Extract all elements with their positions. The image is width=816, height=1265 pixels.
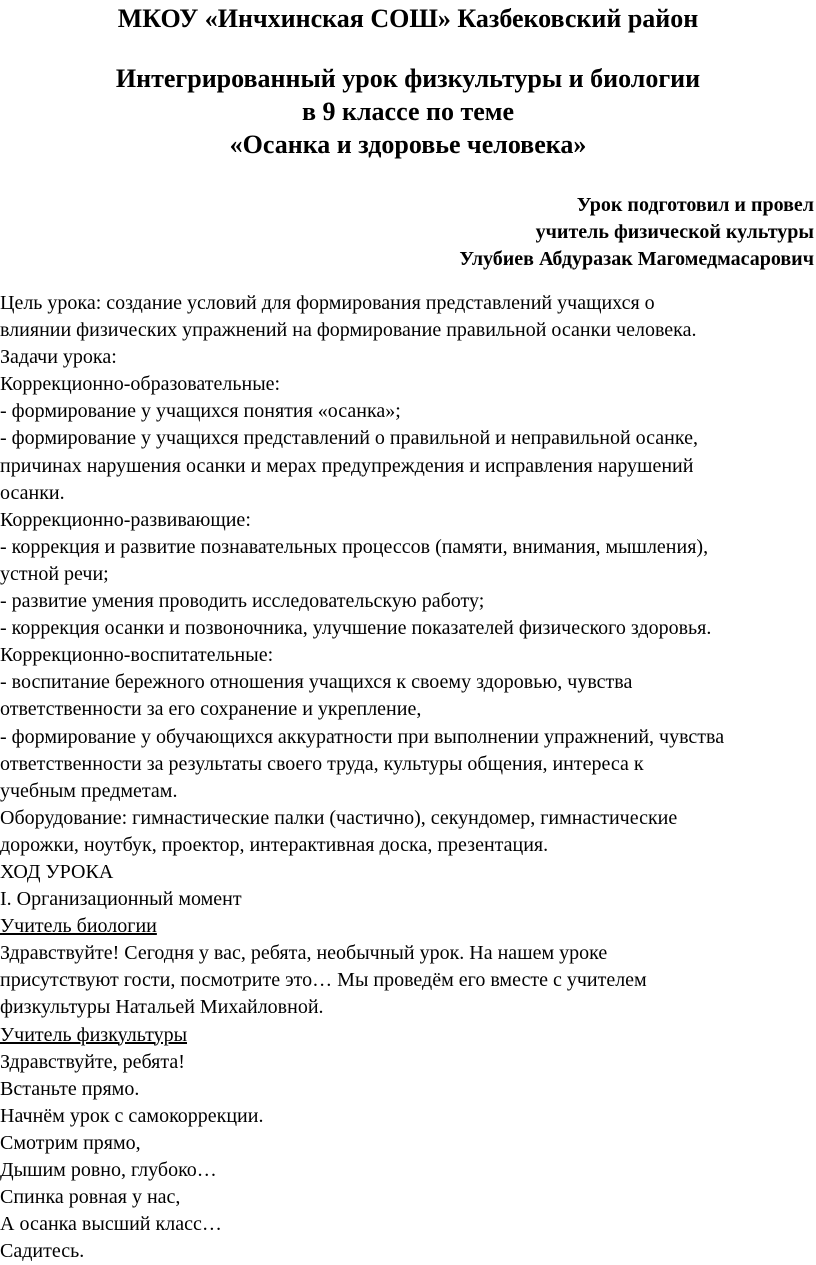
lesson-goal-line: влиянии физических упражнений на формирование правильной осанки человека. [0, 319, 697, 342]
task-line: учебным предметам. [0, 779, 178, 802]
speaker-biology-teacher: Учитель биологии [0, 915, 157, 938]
section-heading: Коррекционно-образовательные: [0, 373, 281, 396]
lesson-title [0, 62, 816, 161]
speech-line: Встаньте прямо. [0, 1077, 140, 1100]
author-info [459, 192, 814, 273]
section-heading: Коррекционно-развивающие: [0, 508, 251, 531]
task-line: - коррекция и развитие познавательных процессов (памяти, внимания, мышления), [0, 535, 709, 558]
author-line-2: учитель физической культуры [535, 221, 814, 243]
task-line: осанки. [0, 481, 65, 504]
speaker-pe-teacher: Учитель физкультуры [0, 1023, 188, 1046]
lesson-goal-line: Цель урока: создание условий для формирования представлений учащихся о [0, 292, 655, 314]
tasks-heading: Задачи урока: [0, 346, 117, 369]
stage-heading: I. Организационный момент [0, 888, 242, 911]
section-heading: Коррекционно-воспитательные: [0, 644, 274, 667]
school-header: МКОУ «Инчхинская СОШ» Казбековский район [117, 4, 699, 33]
speech-line: Смотрим прямо, [0, 1131, 141, 1154]
title-line-2: в 9 классе по теме [301, 97, 515, 126]
speech-line: Дышим ровно, глубоко… [0, 1159, 217, 1181]
speech-line: А осанка высший класс… [0, 1213, 222, 1236]
speech-line: Начнём урок с самокоррекции. [0, 1104, 264, 1127]
speech-line: Здравствуйте! Сегодня у вас, ребята, необычный урок. На нашем уроке [0, 942, 608, 965]
task-line: причинах нарушения осанки и мерах предупреждения и исправления нарушений [0, 454, 694, 477]
speech-line: Садитесь. [0, 1240, 85, 1263]
lesson-progress-heading: ХОД УРОКА [0, 860, 114, 883]
task-line: - развитие умения проводить исследовательскую работу; [0, 590, 485, 613]
task-line: - коррекция осанки и позвоночника, улучшение показателей физического здоровья. [0, 617, 712, 640]
author-line-3: Улубиев Абдуразак Магомедмасарович [459, 248, 814, 270]
task-line: - воспитание бережного отношения учащихся к своему здоровью, чувства [0, 671, 633, 694]
equipment-line: дорожки, ноутбук, проектор, интерактивная доска, презентация. [0, 833, 549, 856]
task-line: ответственности за его сохранение и укрепление, [0, 698, 422, 721]
equipment-line: Оборудование: гимнастические палки (частично), секундомер, гимнастические [0, 806, 678, 829]
task-line: устной речи; [0, 562, 109, 585]
speech-line: физкультуры Натальей Михайловной. [0, 996, 324, 1019]
speech-line: присутствуют гости, посмотрите это… Мы проведём его вместе с учителем [0, 969, 647, 992]
lesson-body [0, 290, 816, 1265]
speech-line: Спинка ровная у нас, [0, 1186, 181, 1209]
task-line: - формирование у учащихся представлений о правильной и неправильной осанке, [0, 427, 698, 450]
title-line-3: «Осанка и здоровье человека» [229, 130, 587, 159]
task-line: - формирование у обучающихся аккуратности при выполнении упражнений, чувства [0, 725, 725, 748]
title-line-1: Интегрированный урок физкультуры и биологии [115, 64, 701, 93]
author-line-1: Урок подготовил и провел [576, 194, 814, 216]
task-line: - формирование у учащихся понятия «осанка»; [0, 400, 401, 423]
task-line: ответственности за результаты своего труда, культуры общения, интереса к [0, 752, 644, 775]
speech-line: Здравствуйте, ребята! [0, 1050, 185, 1073]
